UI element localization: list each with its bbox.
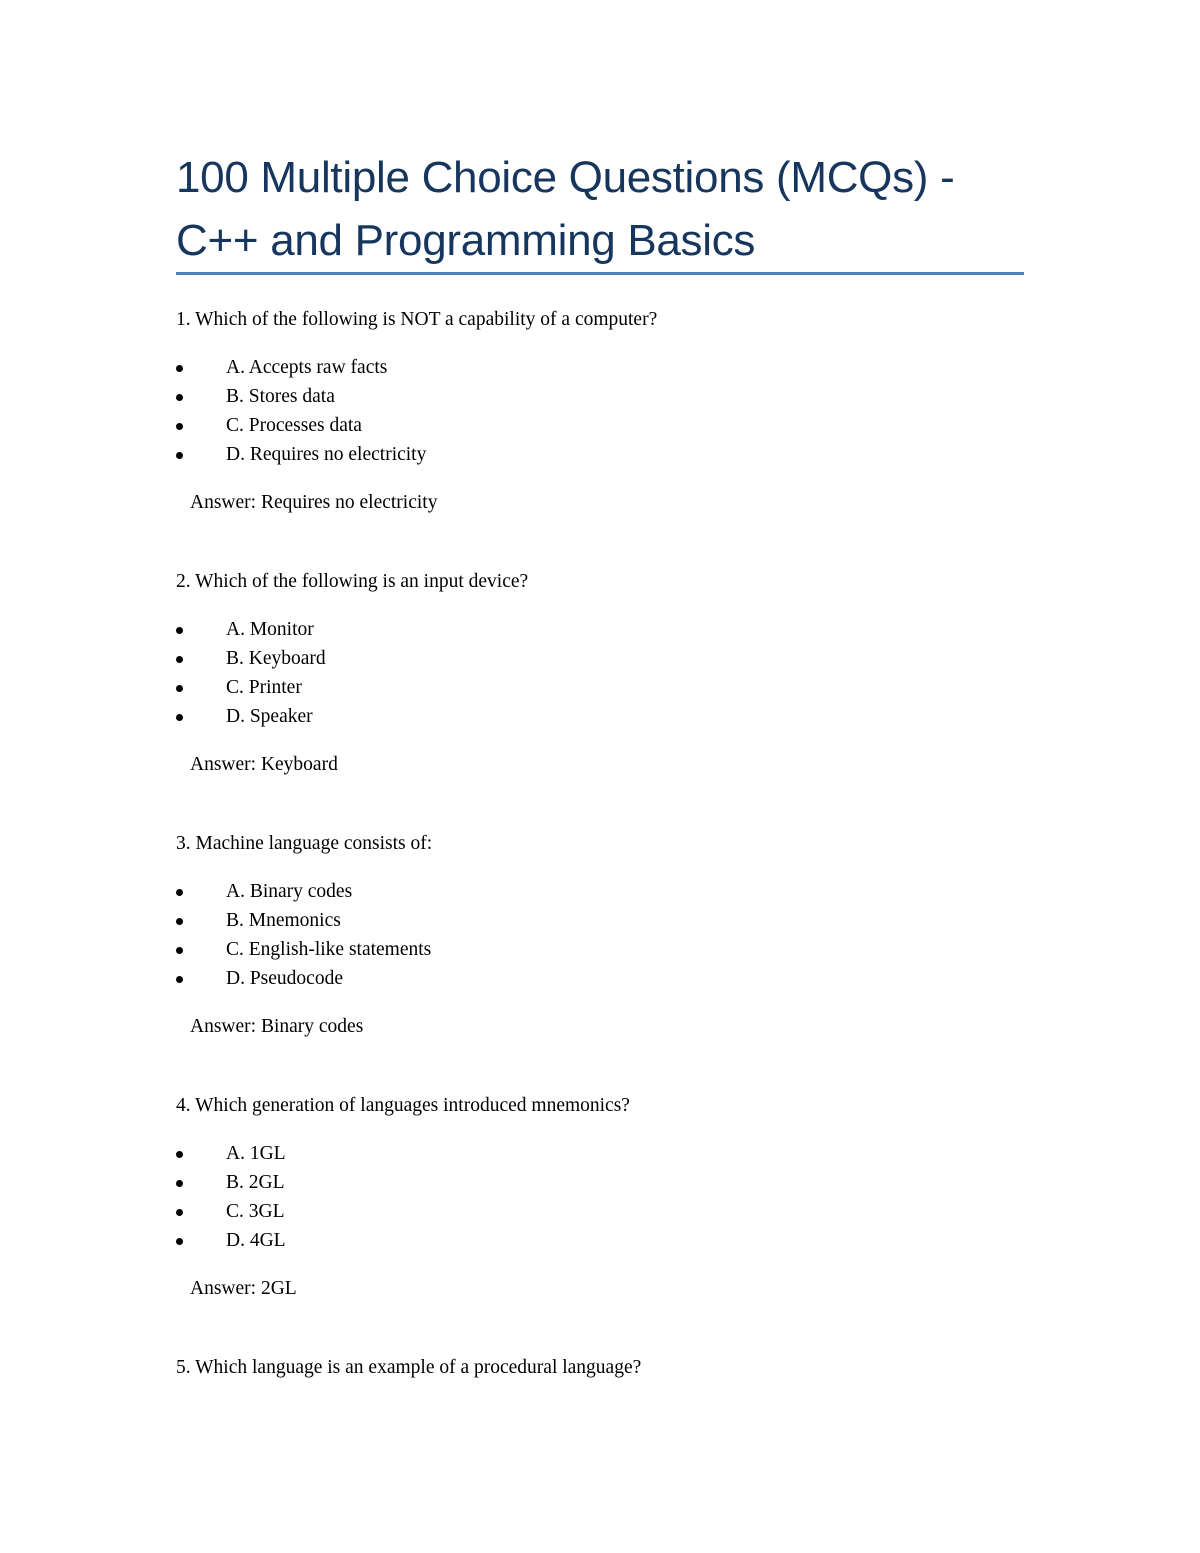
question-text: 5. Which language is an example of a procedural language? (176, 1357, 642, 1378)
question-text: 2. Which of the following is an input device? (176, 571, 529, 592)
bullet-icon (176, 423, 183, 430)
bullet-icon (176, 714, 183, 721)
bullet-icon (176, 918, 183, 925)
document-title (176, 146, 1056, 272)
title-divider (176, 272, 1024, 275)
answer-text: Answer: 2GL (190, 1278, 297, 1299)
option-text: C. English-like statements (226, 939, 432, 960)
option-text: D. Speaker (226, 706, 313, 727)
option-text: C. 3GL (226, 1201, 285, 1222)
option-text: A. Accepts raw facts (226, 357, 388, 378)
bullet-icon (176, 976, 183, 983)
bullet-icon (176, 947, 183, 954)
answer-text: Answer: Binary codes (190, 1016, 364, 1037)
option-text: D. Requires no electricity (226, 444, 427, 465)
question-text: 3. Machine language consists of: (176, 833, 433, 854)
option-text: B. Mnemonics (226, 910, 341, 931)
title-line-1: 100 Multiple Choice Questions (MCQs) - (176, 153, 955, 202)
option-text: D. Pseudocode (226, 968, 343, 989)
option-text: A. Binary codes (226, 881, 353, 902)
bullet-icon (176, 1209, 183, 1216)
option-text: B. 2GL (226, 1172, 285, 1193)
option-text: D. 4GL (226, 1230, 286, 1251)
answer-text: Answer: Requires no electricity (190, 492, 438, 513)
option-text: C. Printer (226, 677, 302, 698)
option-text: B. Keyboard (226, 648, 326, 669)
bullet-icon (176, 394, 183, 401)
bullet-icon (176, 1180, 183, 1187)
bullet-icon (176, 1238, 183, 1245)
bullet-icon (176, 627, 183, 634)
bullet-icon (176, 889, 183, 896)
option-text: A. Monitor (226, 619, 314, 640)
option-text: A. 1GL (226, 1143, 286, 1164)
question-text: 1. Which of the following is NOT a capability of a computer? (176, 309, 658, 330)
question-text: 4. Which generation of languages introduced mnemonics? (176, 1095, 630, 1116)
bullet-icon (176, 365, 183, 372)
option-text: B. Stores data (226, 386, 335, 407)
bullet-icon (176, 656, 183, 663)
answer-text: Answer: Keyboard (190, 754, 338, 775)
bullet-icon (176, 685, 183, 692)
bullet-icon (176, 452, 183, 459)
option-text: C. Processes data (226, 415, 362, 436)
bullet-icon (176, 1151, 183, 1158)
title-line-2: C++ and Programming Basics (176, 216, 756, 265)
